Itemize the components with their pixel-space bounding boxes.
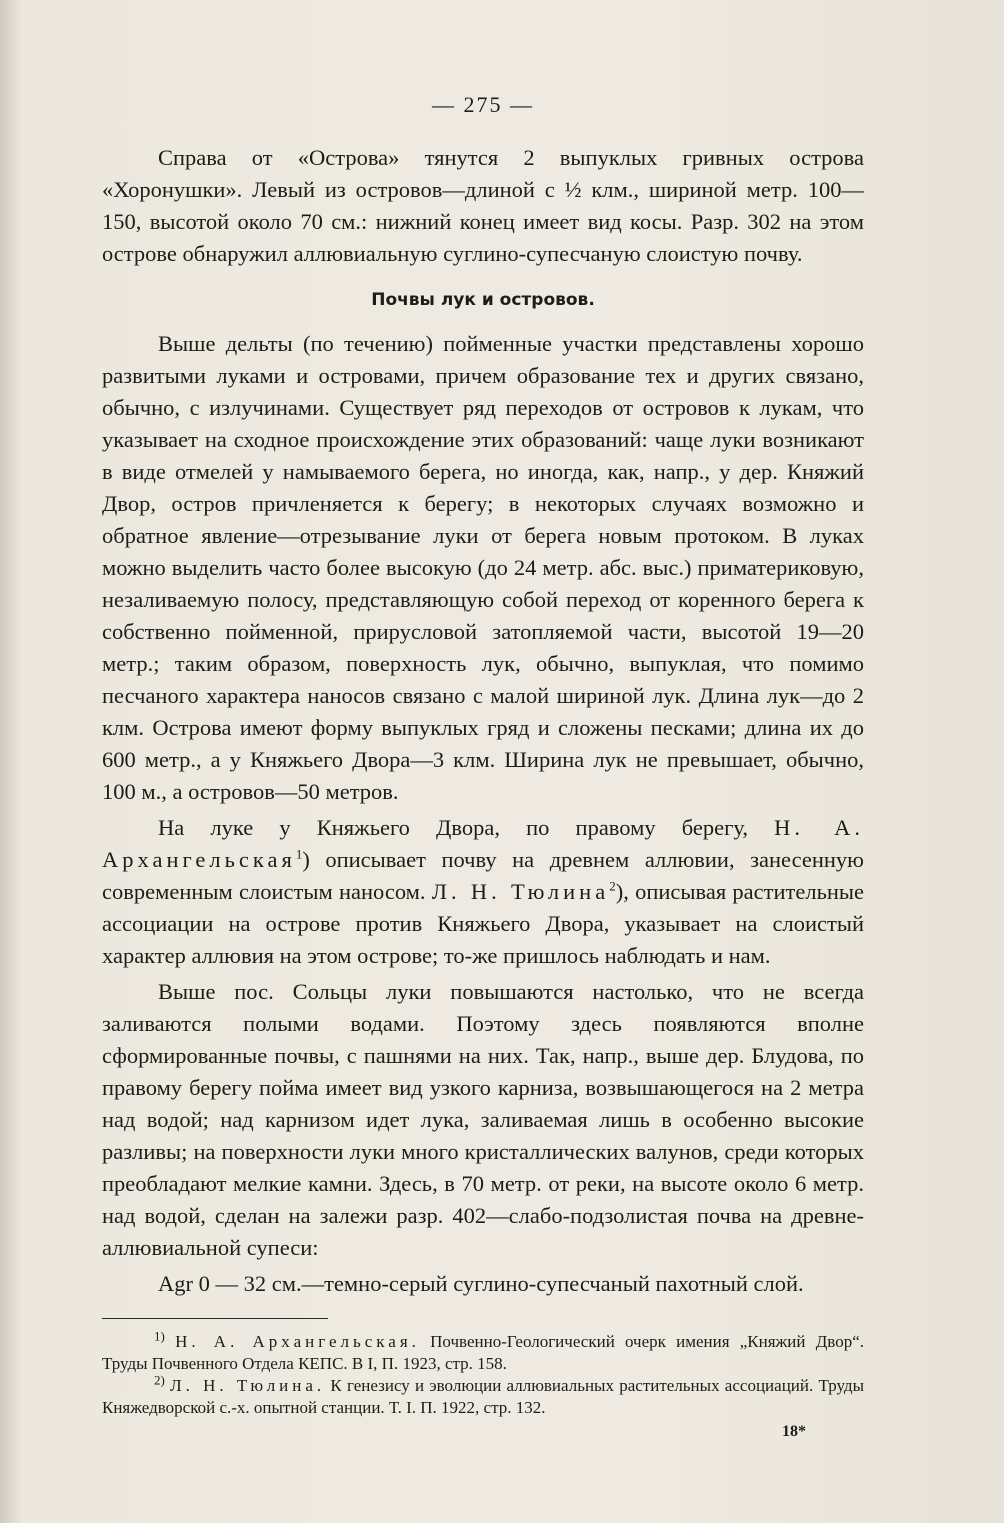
text-segment: На луке у Княжьего Двора, по правому берегу, <box>158 815 775 840</box>
footnote-2 <box>102 1372 864 1419</box>
paragraph-knyazhiy-dvor <box>102 812 864 972</box>
footnote-text: К генезису и эволюции аллювиальных растительных ассоциаций. Труды Княжедворской с.-х. опытной станции. Т. I. П. 1922, стр. 132. <box>102 1376 864 1417</box>
text-segment: ) описывает почву на древнем аллювии, занесенную современным слоистым наносом. <box>102 847 864 904</box>
page-content <box>102 92 864 1441</box>
footnote-1 <box>102 1328 864 1375</box>
paragraph-floodplain-description: Выше дельты (по течению) пойменные участки представлены хорошо развитыми луками и островами, причем образование тех и других связано, обычно, с излучинами. Существует ряд переходов от островов к лукам, что указывает на сходное происхождение этих образований: чаще луки возникают в виде отмелей у намываемого берега, но иногда, как, напр., у дер. Княжий Двор, остров причленяется к берегу; в некоторых случаях возможно и обратное явление—отрезывание луки от берега новым протоком. В луках можно выделить часто более высокую (до 24 метр. абс. выс.) приматериковую, незаливаемую полосу, представляющую собой переход от коренного берега к собственно пойменной, прирусловой затопляемой части, высотой 19—20 метр.; таким образом, поверхность лук, обычно, выпуклая, что помимо песчаного характера наносов связано с малой шириной лук. Длина лук—до 2 клм. Острова имеют форму выпуклых гряд и сложены песками; длина их до 600 метр., а у Княжьего Двора—3 клм. Ширина лук не превышает, обычно, 100 м., а островов—50 метров. <box>102 331 864 804</box>
text-segment: ), описывая растительные ассоциации на острове против Княжьего Двора, указывает на слоистый характер аллювия на этом острове; то-же пришлось наблюдать и нам. <box>102 879 864 968</box>
footnote-ref: 1 <box>295 846 303 862</box>
paragraph-horizon-agr: Agr 0 — 32 см.—темно-серый суглино-супесчаный пахотный слой. <box>158 1271 804 1296</box>
footnote-text: Почвенно-Геологический очерк имения „Княжий Двор“. Труды Почвенного Отдела КЕПС. В I, П. 1923, стр. 158. <box>102 1332 864 1373</box>
paragraph-soltsy: Выше пос. Сольцы луки повышаются настолько, что не всегда заливаются полыми водами. Поэтому здесь появляются вполне сформированные почвы, с пашнями на них. Так, напр., выше дер. Блудова, по правому берегу пойма имеет вид узкого карниза, возвышающегося на 2 метра над водой; над карнизом идет лука, заливаемая лишь в особенно высокие разливы; на поверхности луки много кристаллических валунов, среди которых преобладают мелкие камни. Здесь, в 70 метр. от реки, на высоте около 6 метр. над водой, сделан на залежи разр. 402—слабо-подзолистая почва на древне-аллювиальной супеси: <box>102 979 864 1260</box>
author-name: Л. Н. Тюлина <box>431 879 610 904</box>
footnote-number: 1) <box>154 1328 165 1344</box>
footnote-author: Л. Н. Тюлина. <box>170 1376 326 1395</box>
page-number: — 275 — <box>432 92 534 117</box>
author-name: Н. А. Архангельская <box>102 815 865 872</box>
footnote-divider <box>102 1318 328 1319</box>
paragraph-islands-khoronushki: Справа от «Острова» тянутся 2 выпуклых гривных острова «Хоронушки». Левый из островов—длиной с ½ клм., шириной метр. 100—150, высотой около 70 см.: нижний конец имеет вид косы. Разр. 302 на этом острове обнаружил аллювиальную суглино-супесчаную слоистую почву. <box>102 145 864 266</box>
section-heading: Почвы лук и островов. <box>371 290 595 310</box>
footnote-author: Н. А. Архангельская. <box>175 1332 420 1351</box>
footnote-number: 2) <box>154 1372 165 1388</box>
printer-signature: 18* <box>782 1423 806 1440</box>
footnote-ref: 2 <box>609 878 616 894</box>
